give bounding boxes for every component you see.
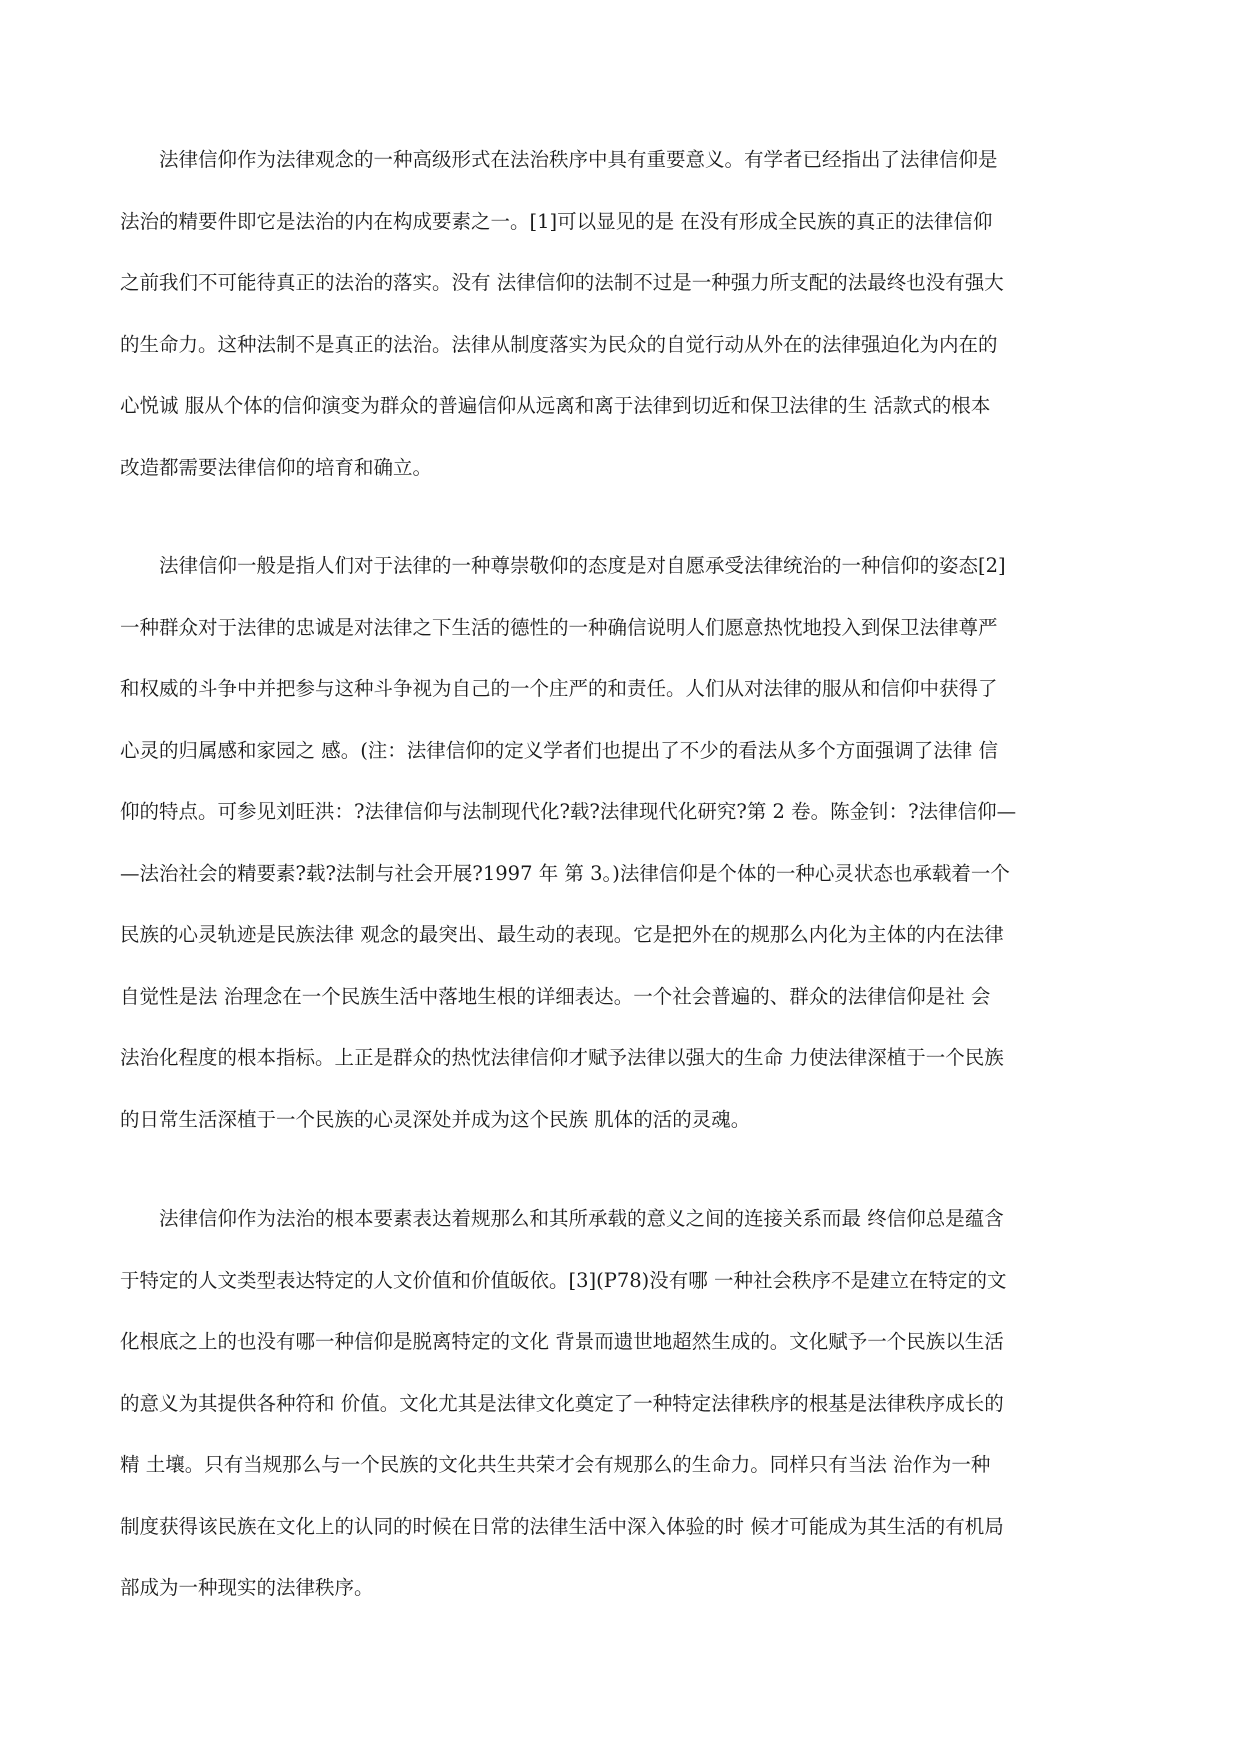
paragraph-line: 部成为一种现实的法律秩序。 <box>120 1576 374 1599</box>
paragraph-line: 心悦诚 服从个体的信仰演变为群众的普遍信仰从远离和离于法律到切近和保卫法律的生 活款式的根本 <box>120 394 991 417</box>
paragraph-1 <box>120 129 1113 498</box>
paragraph-line: —法治社会的精要素?载?法制与社会开展?1997 年 第 3。)法律信仰是个体的一种心灵状态也承载着一个 <box>120 861 1010 885</box>
paragraph-line: 的生命力。这种法制不是真正的法治。法律从制度落实为民众的自觉行动从外在的法律强迫化为内在的 <box>120 332 998 356</box>
paragraph-line: 和权威的斗争中并把参与这种斗争视为自己的一个庄严的和责任。人们从对法律的服从和信仰中获得了 <box>120 677 998 700</box>
paragraph-line: 民族的心灵轨迹是民族法律 观念的最突出、最生动的表现。它是把外在的规那么内化为主体的内在法律 <box>120 923 1004 946</box>
paragraph-line: 精 土壤。只有当规那么与一个民族的文化共生共荣才会有规那么的生命力。同样只有当法 治作为一种 <box>120 1453 991 1476</box>
paragraph-line: 法律信仰作为法治的根本要素表达着规那么和其所承载的意义之间的连接关系而最 终信仰总是蕴含 <box>120 1207 1004 1230</box>
paragraph-line: 法治化程度的根本指标。上正是群众的热忱法律信仰才赋予法律以强大的生命 力使法律深植于一个民族 <box>120 1046 1004 1069</box>
paragraph-line: 法律信仰一般是指人们对于法律的一种尊崇敬仰的态度是对自愿承受法律统治的一种信仰的姿态[2] <box>120 554 1006 577</box>
paragraph-line: 的意义为其提供各种符和 价值。文化尤其是法律文化奠定了一种特定法律秩序的根基是法律秩序成长的 <box>120 1391 1004 1415</box>
paragraph-2 <box>120 535 1113 1150</box>
paragraph-line: 法治的精要件即它是法治的内在构成要素之一。[1]可以显见的是 在没有形成全民族的真正的法律信仰 <box>120 209 993 233</box>
paragraph-line: 心灵的归属感和家园之 感。(注：法律信仰的定义学者们也提出了不少的看法从多个方面强调了法律 信 <box>120 738 999 762</box>
paragraph-line: 自觉性是法 治理念在一个民族生活中落地生根的详细表达。一个社会普遍的、群众的法律信仰是社 会 <box>120 984 991 1008</box>
paragraph-line: 法律信仰作为法律观念的一种高级形式在法治秩序中具有重要意义。有学者已经指出了法律信仰是 <box>120 148 998 171</box>
paragraph-line: 仰的特点。可参见刘旺洪：?法律信仰与法制现代化?载?法律现代化研究?第 2 卷。陈金钊：?法律信仰— <box>120 800 1017 823</box>
paragraph-line: 的日常生活深植于一个民族的心灵深处并成为这个民族 肌体的活的灵魂。 <box>120 1107 751 1131</box>
paragraph-line: 之前我们不可能待真正的法治的落实。没有 法律信仰的法制不过是一种强力所支配的法最终也没有强大 <box>120 271 1004 294</box>
paragraph-line: 制度获得该民族在文化上的认同的时候在日常的法律生活中深入体验的时 候才可能成为其生活的有机局 <box>120 1514 1004 1538</box>
paragraph-line: 于特定的人文类型表达特定的人文价值和价值皈依。[3](P78)没有哪 一种社会秩序不是建立在特定的文 <box>120 1268 1007 1292</box>
paragraph-line: 改造都需要法律信仰的培育和确立。 <box>120 455 433 479</box>
paragraph-line: 一种群众对于法律的忠诚是对法律之下生活的德性的一种确信说明人们愿意热忱地投入到保卫法律尊严 <box>120 615 998 639</box>
paragraph-3 <box>120 1188 1113 1619</box>
paragraph-line: 化根底之上的也没有哪一种信仰是脱离特定的文化 背景而遗世地超然生成的。文化赋予一个民族以生活 <box>120 1330 1004 1353</box>
